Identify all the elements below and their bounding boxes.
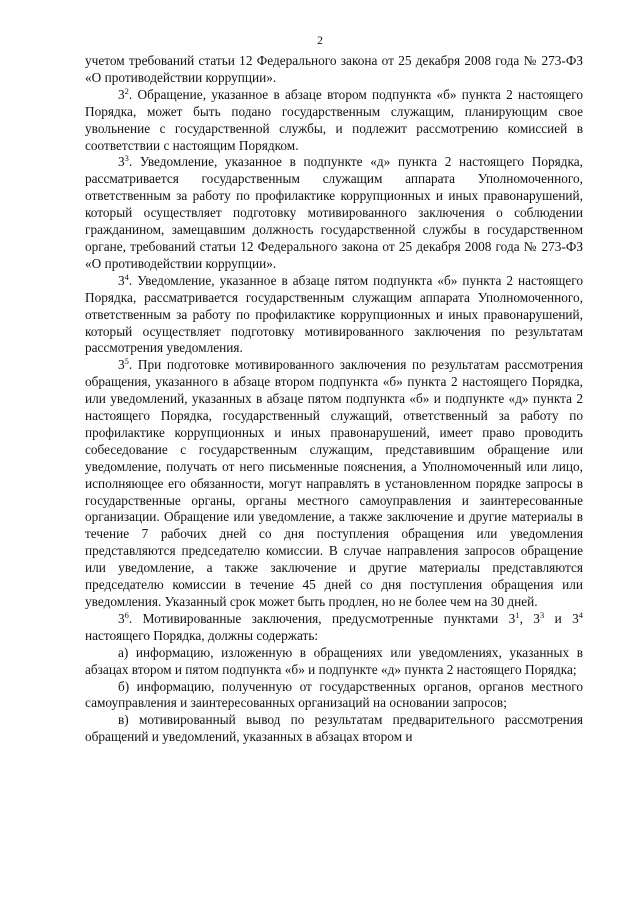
paragraph-3-5 [85, 357, 583, 611]
subitem-b: б) информацию, полученную от государственных органов, органов местного самоуправления и заинтересованных организаций на основании запросов; [85, 678, 583, 711]
paragraph-3-2 [85, 87, 583, 155]
item-number-3-4 [118, 273, 132, 288]
reference-superscript: 1 [515, 609, 520, 620]
paragraph-text: Уведомление, указанное в подпункте «д» пункта 2 настоящего Порядка, рассматривается государственным служащим аппарата Уполномоченного, ответственным за работу по профилактике коррупционных и иных правонарушений, который осуществляет подготовку мотивированного заключения о соблюдении гражданином, замещавшим должность государственной службы в государственном органе, требований статьи 12 Федерального закона от 25 декабря 2008 года № 273-ФЗ «О противодействии коррупции». [85, 154, 583, 271]
item-number-dot: . [128, 610, 133, 626]
item-number-dot: . [128, 86, 133, 102]
paragraph-continuation: учетом требований статьи 12 Федерального закона от 25 декабря 2008 года № 273-ФЗ «О противодействии коррупции». [85, 53, 583, 85]
item-number-3-2 [118, 87, 132, 102]
item-number-superscript: 5 [124, 356, 129, 367]
paragraph-text: При подготовке мотивированного заключения по результатам рассмотрения обращения, указанного в абзаце втором подпункта «б» пункта 2 настоящего Порядка, или уведомлений, указанных в абзаце пятом подпункта «б» и подпункте «д» пункта 2 настоящего Порядка, государственный служащий, ответственный за работу по профилактике коррупционных и иных правонарушений, имеет право проводить собеседование с государственным служащим, представившим обращение или уведомление, получать от него письменные пояснения, а Уполномоченный или лицо, исполняющее его обязанности, могут направлять в установленном порядке запросы в государственные органы, органы местного самоуправления и заинтересованные организации. Обращение или уведомление, а также заключение и другие материалы в течение 7 рабочих дней со дня поступления обращения или уведомления представляются председателю комиссии. В случае направления запросов обращение или уведомление, а также заключение и другие материалы представляются председателю комиссии в течение 45 дней со дня поступления обращения или уведомления. Указанный срок может быть продлен, но не более чем на 30 дней. [85, 357, 583, 609]
item-number-base: 3 [118, 272, 125, 288]
item-number-dot: . [128, 357, 133, 373]
item-number-base: 3 [118, 154, 125, 170]
document-body [85, 53, 583, 746]
item-number-superscript: 4 [124, 271, 129, 282]
item-number-dot: . [128, 272, 133, 288]
item-number-3-6 [118, 611, 132, 626]
page-number: 2 [317, 35, 323, 47]
paragraph-text: настоящего Порядка, должны содержать: [85, 627, 319, 643]
subitem-v: в) мотивированный вывод по результатам предварительного рассмотрения обращений и уведомлений, указанных в абзацах втором и [85, 712, 583, 745]
item-number-base: 3 [118, 357, 125, 373]
item-number-3-3 [118, 154, 132, 169]
paragraph-3-4 [85, 273, 583, 358]
paragraph-3-3 [85, 154, 583, 272]
reference-superscript: 3 [539, 609, 545, 620]
item-number-superscript: 3 [124, 153, 129, 164]
paragraph-text: Обращение, указанное в абзаце втором подпункта «б» пункта 2 настоящего Порядка, может быть подано государственным служащим, планирующим свое увольнение с государственной службы, и подлежит рассмотрению комиссией в соответствии с настоящим Порядком. [85, 86, 583, 153]
item-number-base: 3 [118, 86, 125, 102]
paragraph-3-6 [85, 611, 583, 645]
paragraph-text: и 3 [544, 610, 579, 626]
item-number-superscript: 2 [124, 85, 129, 96]
reference-superscript: 4 [578, 609, 584, 620]
paragraph-text: Мотивированные заключения, предусмотренные пунктами 3 [132, 610, 516, 626]
item-number-base: 3 [118, 610, 125, 626]
item-number-3-5 [118, 357, 132, 372]
item-number-dot: . [128, 154, 133, 170]
paragraph-text: , 3 [519, 610, 540, 626]
paragraph-text: Уведомление, указанное в абзаце пятом подпункта «б» пункта 2 настоящего Порядка, рассматривается государственным служащим аппарата Уполномоченного, ответственным за работу по профилактике коррупционных и иных правонарушений, который осуществляет подготовку мотивированного заключения по результатам рассмотрения уведомления. [85, 272, 583, 356]
subitem-a: а) информацию, изложенную в обращениях или уведомлениях, указанных в абзацах втором и пятом подпункта «б» и подпункте «д» пункта 2 настоящего Порядка; [85, 644, 583, 677]
item-number-superscript: 6 [124, 609, 129, 620]
